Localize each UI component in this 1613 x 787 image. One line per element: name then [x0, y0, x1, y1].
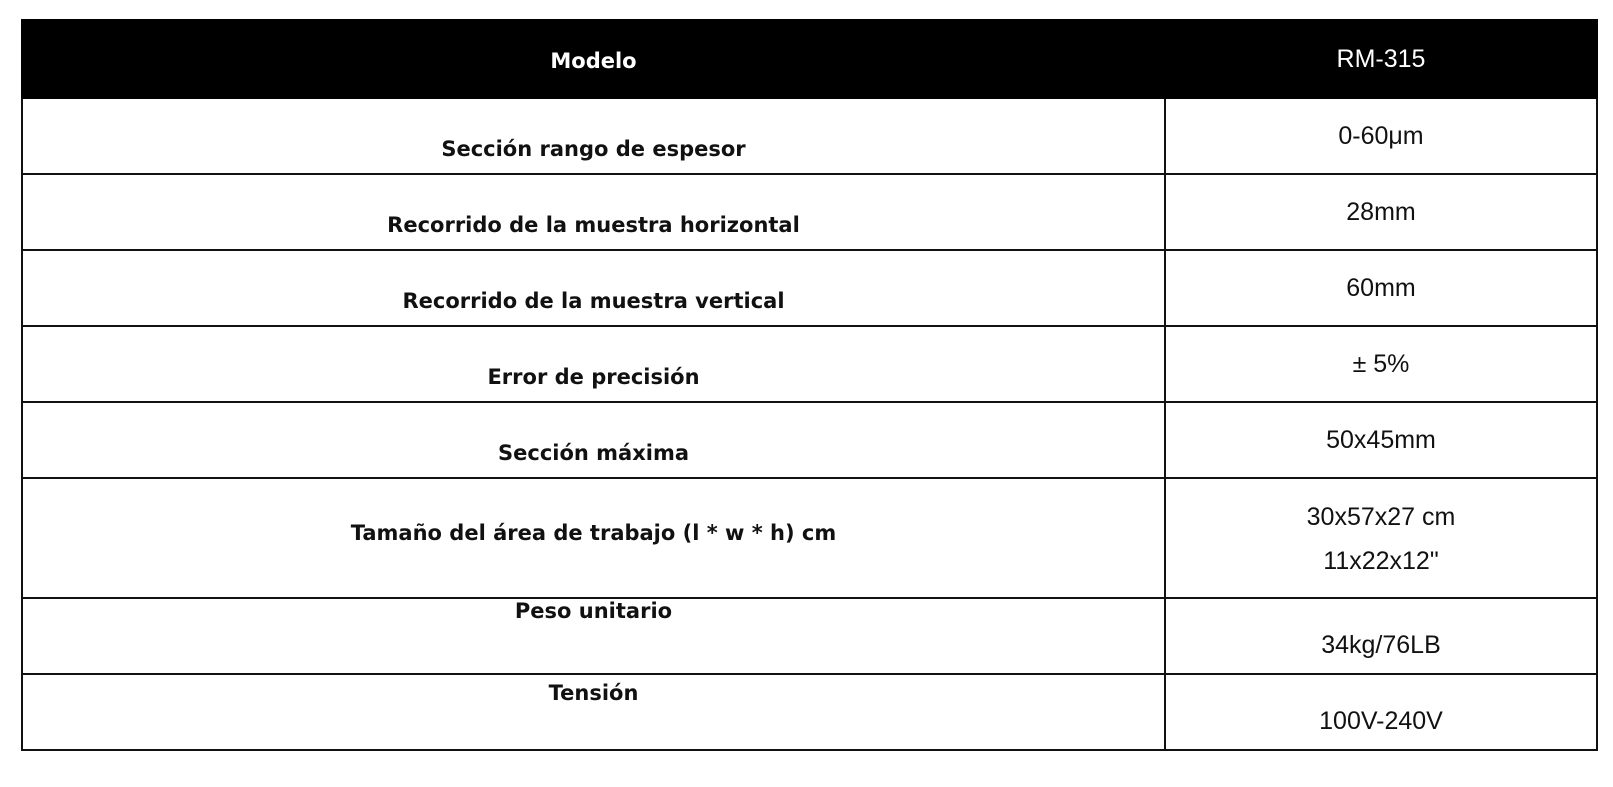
row-label-cell: [22, 174, 1165, 250]
table-row: [22, 674, 1597, 750]
row-label: Sección máxima: [498, 441, 689, 465]
spec-table: [21, 19, 1598, 751]
row-label: Recorrido de la muestra vertical: [402, 289, 785, 313]
row-label-cell: [22, 598, 1165, 674]
row-label-cell: [22, 674, 1165, 750]
row-label-cell: [22, 250, 1165, 326]
row-label: Sección rango de espesor: [441, 137, 746, 161]
table-header-row: [22, 20, 1597, 98]
header-label-cell: [22, 20, 1165, 98]
row-value: 50x45mm: [1326, 426, 1436, 454]
table-row: [22, 250, 1597, 326]
table-row: [22, 98, 1597, 174]
header-label: Modelo: [550, 49, 637, 73]
row-value: 0-60μm: [1338, 122, 1424, 150]
row-value-cell: [1165, 174, 1597, 250]
row-label: Tensión: [548, 681, 639, 705]
row-value: 100V-240V: [1319, 707, 1443, 735]
table-row: [22, 174, 1597, 250]
row-value: [1166, 479, 1596, 583]
row-value-line: 11x22x12": [1323, 547, 1439, 575]
row-value: 34kg/76LB: [1321, 631, 1441, 659]
row-value-cell: [1165, 402, 1597, 478]
table-row: [22, 402, 1597, 478]
row-value-cell: [1165, 598, 1597, 674]
row-value-cell: [1165, 478, 1597, 598]
row-label-cell: [22, 98, 1165, 174]
table-row: [22, 478, 1597, 598]
table-row: [22, 326, 1597, 402]
row-value-cell: [1165, 250, 1597, 326]
row-label-cell: [22, 326, 1165, 402]
header-value: RM-315: [1336, 44, 1426, 73]
row-value-cell: [1165, 326, 1597, 402]
row-label: Recorrido de la muestra horizontal: [387, 213, 800, 237]
row-label-cell: [22, 402, 1165, 478]
row-label: Peso unitario: [514, 599, 673, 623]
row-label: Error de precisión: [487, 365, 700, 389]
row-value: 60mm: [1346, 274, 1416, 302]
header-value-cell: [1165, 20, 1597, 98]
row-label-cell: [22, 478, 1165, 598]
row-label: Tamaño del área de trabajo (l * w * h) cm: [350, 521, 837, 545]
row-value-cell: [1165, 674, 1597, 750]
row-value-cell: [1165, 98, 1597, 174]
row-value: ± 5%: [1352, 350, 1410, 378]
row-value: 28mm: [1346, 198, 1416, 226]
table-row: [22, 598, 1597, 674]
row-value-line: 30x57x27 cm: [1306, 503, 1456, 531]
